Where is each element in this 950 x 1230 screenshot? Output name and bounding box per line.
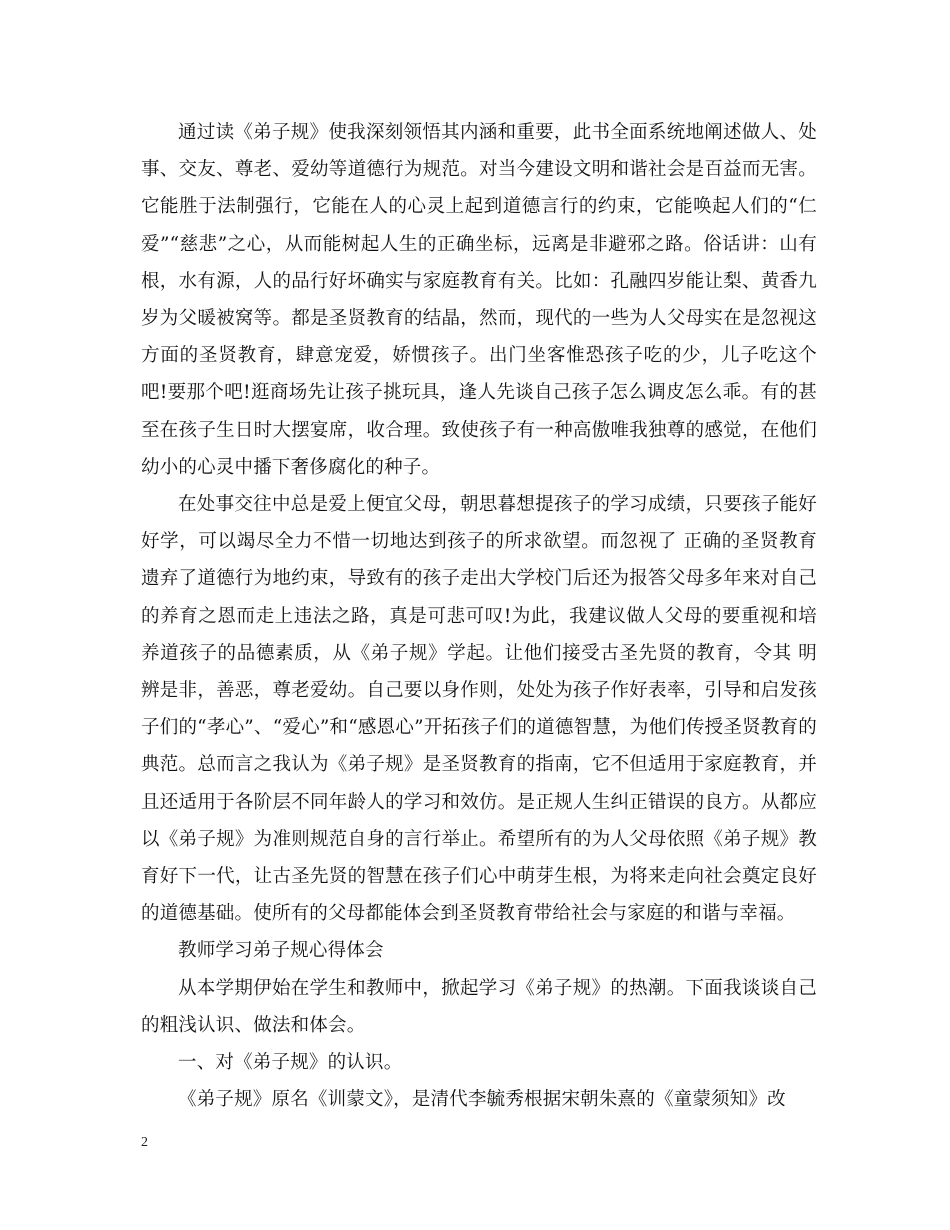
paragraph-intro: 通过读《弟子规》使我深刻领悟其内涵和重要，此书全面系统地阐述做人、处事、交友、尊老、爱幼等道德行为规范。对当今建设文明和谐社会是百益而无害。它能胜于法制强行，它能在人的心灵上起到道德言行的约束，它能唤起人们的“仁爱”“慈悲”之心，从而能树起人生的正确坐标，远离是非避邪之路。俗话讲：山有根，水有源，人的品行好坏确实与家庭教育有关。比如：孔融四岁能让梨、黄香九岁为父暖被窝等。都是圣贤教育的结晶，然而，现代的一些为人父母实在是忽视这方面的圣贤教育，肆意宠爱，娇惯孩子。出门坐客惟恐孩子吃的少，儿子吃这个吧!要那个吧!逛商场先让孩子挑玩具，逢人先谈自己孩子怎么调皮怎么乖。有的甚至在孩子生日时大摆宴席，收合理。致使孩子有一种高傲唯我独尊的感觉，在他们幼小的心灵中播下奢侈腐化的种子。 — [141, 122, 817, 478]
paragraph-semester: 从本学期伊始在学生和教师中，掀起学习《弟子规》的热潮。下面我谈谈自己的粗浅认识、做法和体会。 — [141, 977, 817, 1036]
document-body — [141, 114, 817, 1118]
paragraph-parenting: 在处事交往中总是爱上便宜父母，朝思暮想提孩子的学习成绩，只要孩子能好好学，可以竭尽全力不惜一切地达到孩子的所求欲望。而忽视了 正确的圣贤教育遗弃了道德行为地约束，导致有的孩子走出大学校门后还为报答父母多年来对自己的养育之恩而走上违法之路，真是可悲可叹!为此，我建议做人父母的要重视和培养道孩子的品德素质，从《弟子规》学起。让他们接受古圣先贤的教育，令其 明辨是非，善恶，尊老爱幼。自己要以身作则，处处为孩子作好表率，引导和启发孩子们的“孝心”、“爱心”和“感恩心”开拓孩子们的道德智慧，为他们传授圣贤教育的典范。总而言之我认为《弟子规》是圣贤教育的指南，它不但适用于家庭教育，并且还适用于各阶层不同年龄人的学习和效仿。是正规人生纠正错误的良方。从都应以《弟子规》为准则规范自身的言行举止。希望所有的为人父母依照《弟子规》教育好下一代，让古圣先贤的智慧在孩子们心中萌芽生根，为将来走向社会奠定良好的道德基础。使所有的父母都能体会到圣贤教育带给社会与家庭的和谐与幸福。 — [141, 494, 817, 925]
paragraph-origin: 《弟子规》原名《训蒙文》，是清代李毓秀根据宋朝朱熹的《童蒙须知》改 — [178, 1089, 786, 1111]
page-number: 2 — [141, 1135, 148, 1150]
subsection-heading: 一、对《弟子规》的认识。 — [178, 1052, 403, 1074]
section-title: 教师学习弟子规心得体会 — [178, 940, 384, 962]
